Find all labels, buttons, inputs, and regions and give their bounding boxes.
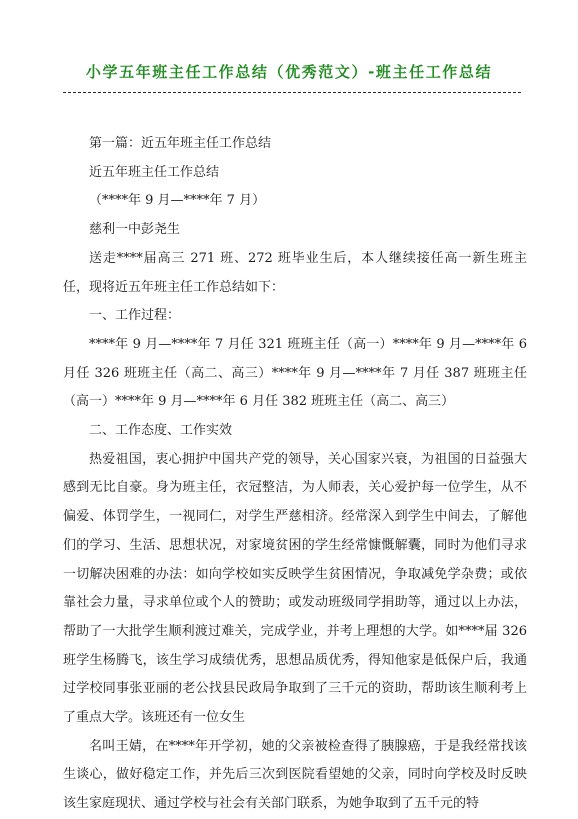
- subtitle: 近五年班主任工作总结: [89, 164, 220, 180]
- document-title: 小学五年班主任工作总结（优秀范文）-班主任工作总结: [85, 63, 493, 81]
- process-paragraph: ****年 9 月—****年 7 月任 321 班班主任（高一）****年 9 月—****年 6 月任 326 班班主任（高二、高三）****年 9 月—****年 7 月任 387 班班主任（高一）****年 9 月—****年 6 月任 382 班班主任（高二、高三）: [63, 336, 527, 410]
- title-divider: [63, 92, 521, 93]
- section-heading-process: 一、工作过程：: [89, 308, 181, 324]
- author-line: 慈利一中彭尧生: [89, 222, 181, 238]
- section-heading-attitude: 二、工作态度、工作实效: [89, 423, 233, 439]
- heading-part-one: 第一篇：近五年班主任工作总结: [89, 136, 272, 151]
- wang-jing-paragraph: 名叫王婧，在****年开学初，她的父亲被检查得了胰腺癌，于是我经常找该生谈心，做好稳定工作，并先后三次到医院看望她的父亲，同时向学校及时反映该生家庭现状、通过学校与社会有关部门联系，为她争取到了五千元的特: [63, 738, 527, 812]
- document-body: [63, 130, 527, 819]
- intro-paragraph: 送走****届高三 271 班、272 班毕业生后，本人继续接任高一新生班主任，现将近五年班主任工作总结如下：: [63, 250, 527, 295]
- date-range: （****年 9 月—****年 7 月）: [89, 193, 266, 209]
- attitude-paragraph: 热爱祖国，衷心拥护中国共产党的领导，关心国家兴衰，为祖国的日益强大感到无比自豪。身为班主任，衣冠整洁，为人师表，关心爱护每一位学生，从不偏爱、体罚学生，一视同仁，对学生严慈相济。经常深入到学生中间去，了解他们的学习、生活、思想状况，对家境贫困的学生经常慷慨解囊，同时为他们寻求一切解决困难的办法：如向学校如实反映学生贫困情况，争取减免学杂费；或依靠社会力量，寻求单位或个人的赞助；或发动班级同学捐助等，通过以上办法，帮助了一大批学生顺利渡过难关，完成学业，并考上理想的大学。如****届 326 班学生杨腾飞，该生学习成绩优秀，思想品质优秀，得知他家是低保户后，我通过学校同事张亚丽的老公找县民政局争取到了三千元的资助，帮助该生顺利考上了重点大学。该班还有一位女生: [63, 451, 527, 726]
